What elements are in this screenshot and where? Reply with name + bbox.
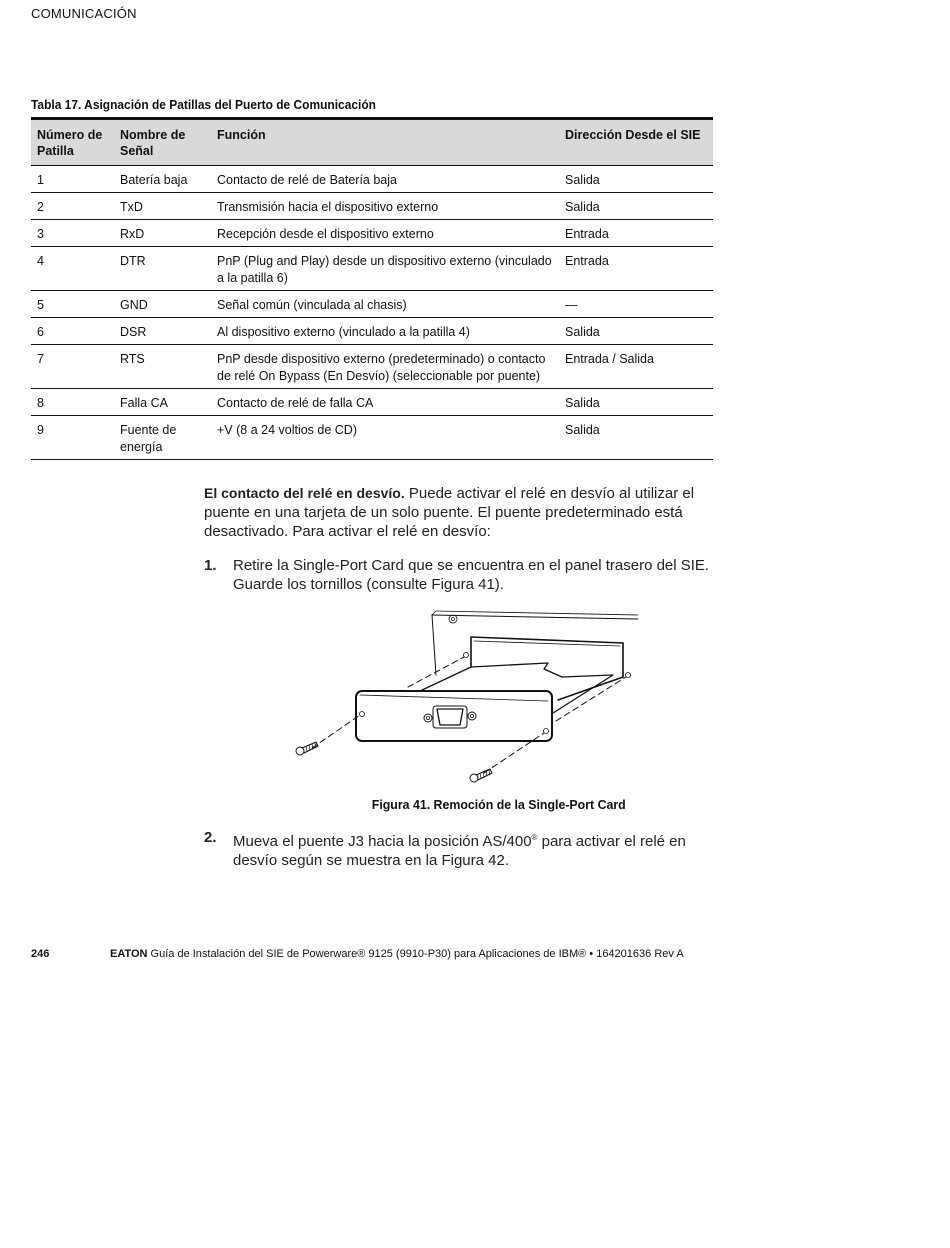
step-2-text-before: Mueva el puente J3 hacia la posición AS/400 (233, 833, 532, 850)
step-2 (204, 828, 714, 870)
cell-direction: Salida (559, 166, 713, 193)
intro-lead: El contacto del relé en desvío. (204, 485, 405, 501)
cell-direction: Entrada (559, 220, 713, 247)
cell-function: +V (8 a 24 voltios de CD) (211, 416, 559, 460)
cell-signal: DTR (114, 247, 211, 291)
page-number: 246 (31, 948, 50, 960)
step-1-text: Retire la Single-Port Card que se encuentra en el panel trasero del SIE. Guarde los tornillos (consulte Figura 41). (233, 557, 710, 593)
cell-pin: 6 (31, 318, 114, 345)
intro-text: Puede activar el relé en desvío al utilizar el puente en una tarjeta de un solo puente. El puente predeterminado está desactivado. Para activar el relé en desvío: (204, 485, 695, 540)
single-port-card-illustration (290, 605, 650, 790)
cell-signal: RxD (114, 220, 211, 247)
cell-direction: Salida (559, 416, 713, 460)
cell-function: PnP desde dispositivo externo (predeterminado) o contacto de relé On Bypass (En Desvío) (seleccionable por puente) (211, 345, 559, 389)
cell-function: Señal común (vinculada al chasis) (211, 291, 559, 318)
table-row (31, 291, 713, 318)
footer-text (110, 948, 684, 960)
table-row (31, 318, 713, 345)
step-1-number: 1. (204, 557, 217, 574)
cell-signal: DSR (114, 318, 211, 345)
brand-name: EATON (110, 948, 148, 960)
cell-function: Recepción desde el dispositivo externo (211, 220, 559, 247)
cell-pin: 9 (31, 416, 114, 460)
cell-direction: Entrada (559, 247, 713, 291)
cell-pin: 2 (31, 193, 114, 220)
cell-direction: — (559, 291, 713, 318)
cell-signal: Fuente de energía (114, 416, 211, 460)
cell-pin: 3 (31, 220, 114, 247)
table-row (31, 416, 713, 460)
cell-direction: Salida (559, 318, 713, 345)
cell-direction: Entrada / Salida (559, 345, 713, 389)
cell-pin: 8 (31, 389, 114, 416)
step-2-number: 2. (204, 829, 217, 846)
cell-direction: Salida (559, 389, 713, 416)
figure-caption (24, 797, 927, 812)
cell-function: PnP (Plug and Play) desde un dispositivo externo (vinculado a la patilla 6) (211, 247, 559, 291)
header-signal-name: Nombre de Señal (114, 119, 211, 166)
cell-pin: 4 (31, 247, 114, 291)
step-2-text-after: para activar el relé en desvío según se muestra en la Figura 42. (233, 833, 686, 869)
table-row (31, 166, 713, 193)
cell-direction: Salida (559, 193, 713, 220)
registered-mark: ® (531, 833, 538, 842)
cell-signal: Batería baja (114, 166, 211, 193)
cell-pin: 7 (31, 345, 114, 389)
header-function: Función (211, 119, 559, 166)
table-row (31, 389, 713, 416)
step-2-text (233, 828, 714, 870)
pin-assignment-table (31, 117, 713, 460)
cell-pin: 1 (31, 166, 114, 193)
figure-caption-text: Figura 41. Remoción de la Single-Port Card (371, 797, 626, 812)
table-row (31, 220, 713, 247)
cell-function: Contacto de relé de falla CA (211, 389, 559, 416)
table-row (31, 193, 713, 220)
cell-pin: 5 (31, 291, 114, 318)
running-head: COMUNICACIÓN (31, 6, 137, 21)
cell-function: Contacto de relé de Batería baja (211, 166, 559, 193)
table-caption: Tabla 17. Asignación de Patillas del Puerto de Comunicación (31, 97, 376, 112)
intro-paragraph (204, 484, 714, 541)
step-1 (204, 556, 714, 594)
table-row (31, 345, 713, 389)
footer-description: Guía de Instalación del SIE de Powerware® 9125 (9910-P30) para Aplicaciones de IBM® • 164201636 Rev A (147, 948, 684, 960)
cell-signal: TxD (114, 193, 211, 220)
table-header-row (31, 119, 713, 166)
cell-signal: RTS (114, 345, 211, 389)
table-row (31, 247, 713, 291)
cell-signal: GND (114, 291, 211, 318)
cell-signal: Falla CA (114, 389, 211, 416)
cell-function: Transmisión hacia el dispositivo externo (211, 193, 559, 220)
header-pin-number: Número de Patilla (31, 119, 114, 166)
cell-function: Al dispositivo externo (vinculado a la patilla 4) (211, 318, 559, 345)
header-direction: Dirección Desde el SIE (559, 119, 713, 166)
